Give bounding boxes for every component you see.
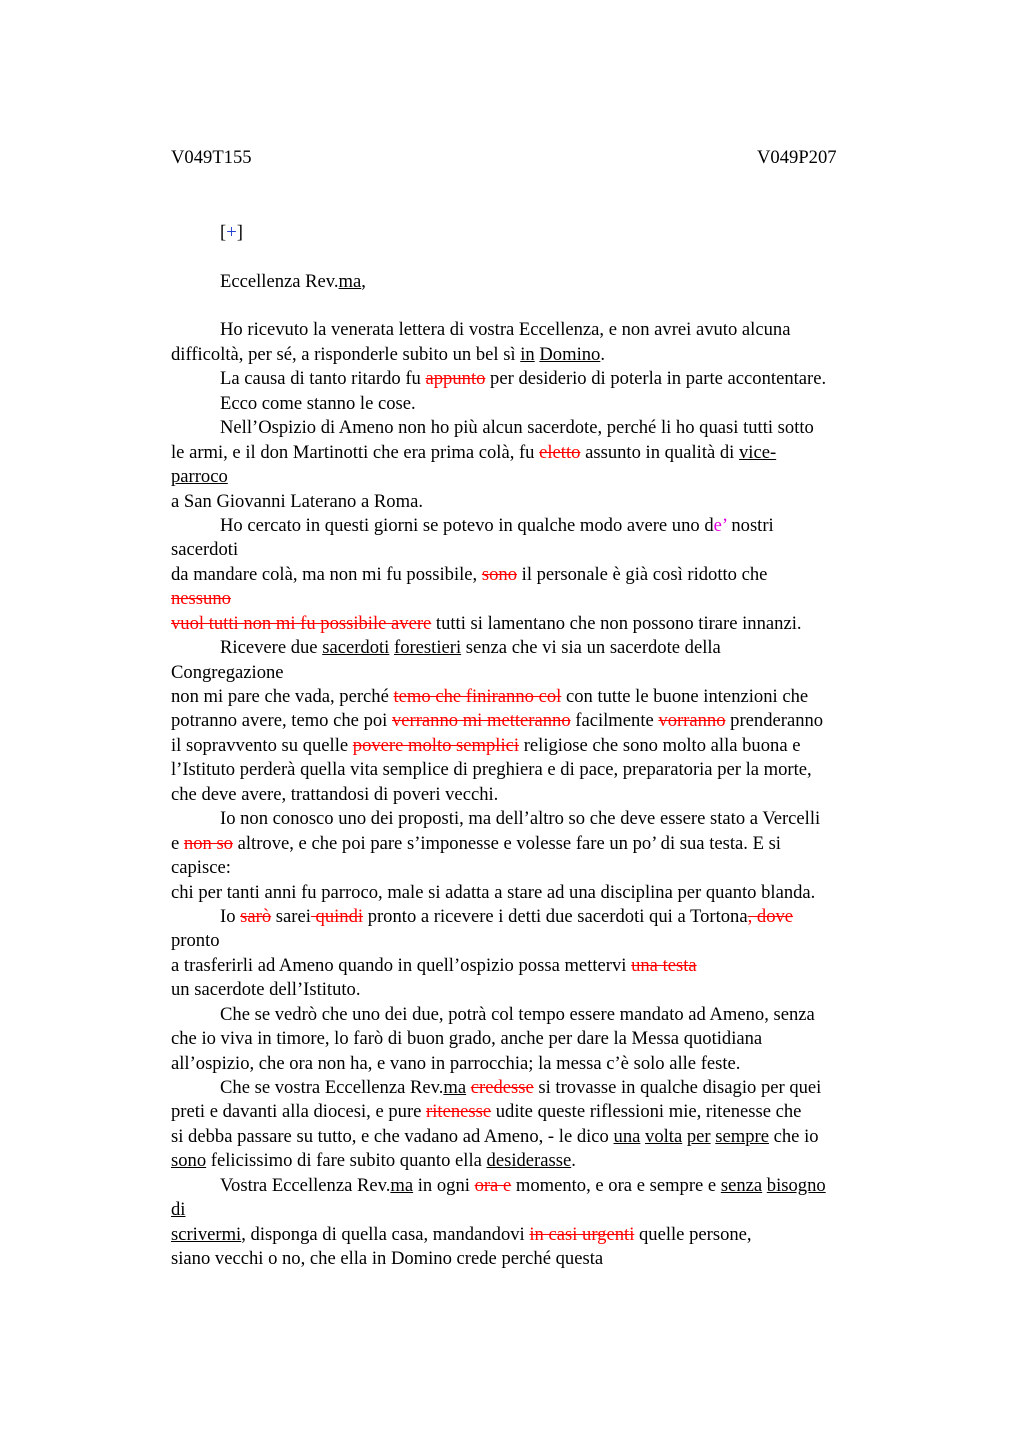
text-line: all’ospizio, che ora non ha, e vano in parrocchia; la messa c’è solo alle feste. — [171, 1053, 741, 1074]
text-line: Io non conosco uno dei proposti, ma dell’altro so che deve essere stato a Vercelli — [220, 808, 821, 829]
text-line: Che se vostra Eccellenza Rev.ma credesse si trovasse in qualche disagio per quei — [220, 1077, 822, 1098]
deleted-text: sarò — [240, 906, 272, 927]
text-line: da mandare colà, ma non mi fu possibile, sono il personale è già così ridotto che — [171, 564, 768, 585]
salutation: Eccellenza Rev.ma, — [220, 271, 366, 292]
text-line: l’Istituto perderà quella vita semplice di preghiera e di pace, preparatoria per la morte, — [171, 759, 812, 780]
text-line: Io sarò sarei quindi pronto a ricevere i detti due sacerdoti qui a Tortona, dove — [220, 906, 794, 927]
text-line: Vostra Eccellenza Rev.ma in ogni ora e momento, e ora e sempre e senza bisogno — [220, 1175, 826, 1196]
text-line: capisce: — [171, 857, 231, 878]
text-line: difficoltà, per sé, a risponderle subito un bel sì in Domino. — [171, 344, 605, 365]
text-line: un sacerdote dell’Istituto. — [171, 979, 361, 1000]
text-line: a trasferirli ad Ameno quando in quell’ospizio possa mettervi una testa — [171, 955, 697, 976]
deleted-text: una testa — [631, 955, 697, 976]
text-line: potranno avere, temo che poi verranno mi metteranno facilmente vorranno prenderanno — [171, 710, 824, 731]
deleted-text: ritenesse — [426, 1101, 492, 1122]
inserted-text: e’ — [713, 515, 727, 536]
deleted-text: quindi — [310, 906, 364, 927]
text-line: vuol tutti non mi fu possibile avere tutti si lamentano che non possono tirare innanzi. — [171, 613, 802, 634]
deleted-text: , dove — [747, 906, 794, 927]
deleted-text: sono — [481, 564, 517, 585]
text-line: Ecco come stanno le cose. — [220, 393, 416, 414]
deleted-text: verranno mi metteranno — [391, 710, 571, 731]
deleted-text: temo che finiranno col — [393, 686, 562, 707]
text-line: e non so altrove, e che poi pare s’imponesse e volesse fare un po’ di sua testa. E si — [171, 833, 781, 854]
text-line: il sopravvento su quelle povere molto semplici religiose che sono molto alla buona e — [171, 735, 801, 756]
deleted-text: vuol tutti non mi fu possibile avere — [171, 613, 432, 634]
text-line: scrivermi, disponga di quella casa, mandandovi in casi urgenti quelle persone, — [171, 1224, 752, 1245]
text-line: Ho cercato in questi giorni se potevo in qualche modo avere uno de’ nostri — [220, 515, 774, 536]
text-line — [171, 590, 231, 609]
text-line: che deve avere, trattandosi di poveri vecchi. — [171, 784, 499, 805]
text-line: Ho ricevuto la venerata lettera di vostra Eccellenza, e non avrei avuto alcuna — [220, 319, 791, 340]
deleted-text: povere molto semplici — [352, 735, 520, 756]
text-line: chi per tanti anni fu parroco, male si adatta a stare ad una disciplina per quanto blanda. — [171, 882, 816, 903]
text-line: Nell’Ospizio di Ameno non ho più alcun sacerdote, perché li ho quasi tutti sotto — [220, 417, 814, 438]
text-line: pronto — [171, 930, 220, 951]
deleted-text: in casi urgenti — [529, 1224, 635, 1245]
text-line: Congregazione — [171, 662, 284, 683]
text-line: Ricevere due sacerdoti forestieri senza che vi sia un sacerdote della — [220, 637, 721, 658]
text-line: La causa di tanto ritardo fu appunto per desiderio di poterla in parte accontentare. — [220, 368, 827, 389]
text-line: preti e davanti alla diocesi, e pure ritenesse udite queste riflessioni mie, ritenesse che — [171, 1101, 802, 1122]
text-line: parroco — [171, 466, 228, 487]
expand-marker[interactable]: [+] — [220, 222, 243, 243]
text-line: le armi, e il don Martinotti che era prima colà, fu eletto assunto in qualità di vice- — [171, 442, 777, 463]
deleted-text: nessuno — [171, 588, 231, 609]
text-line: siano vecchi o no, che ella in Domino crede perché questa — [171, 1248, 604, 1269]
deleted-text: vorranno — [658, 710, 726, 731]
deleted-text: credesse — [470, 1077, 534, 1098]
text-line: si debba passare su tutto, e che vadano ad Ameno, - le dico una volta per sempre che io — [171, 1126, 819, 1147]
text-line: sacerdoti — [171, 539, 239, 560]
plus-icon[interactable]: + — [226, 222, 237, 243]
deleted-text: non so — [183, 833, 233, 854]
text-line: non mi pare che vada, perché temo che finiranno col con tutte le buone intenzioni che — [171, 686, 809, 707]
page-code-left: V049T155 — [171, 147, 252, 168]
deleted-text: eletto — [539, 442, 581, 463]
text-line: a San Giovanni Laterano a Roma. — [171, 491, 423, 512]
text-line: che io viva in timore, lo farò di buon grado, anche per dare la Messa quotidiana — [171, 1028, 763, 1049]
deleted-text: ora e — [474, 1175, 512, 1196]
text-line: di — [171, 1199, 186, 1220]
text-line: Che se vedrò che uno dei due, potrà col tempo essere mandato ad Ameno, senza — [220, 1004, 815, 1025]
deleted-text: appunto — [425, 368, 486, 389]
text-line: sono felicissimo di fare subito quanto ella desiderasse. — [171, 1150, 576, 1171]
page-code-right: V049P207 — [757, 147, 837, 168]
